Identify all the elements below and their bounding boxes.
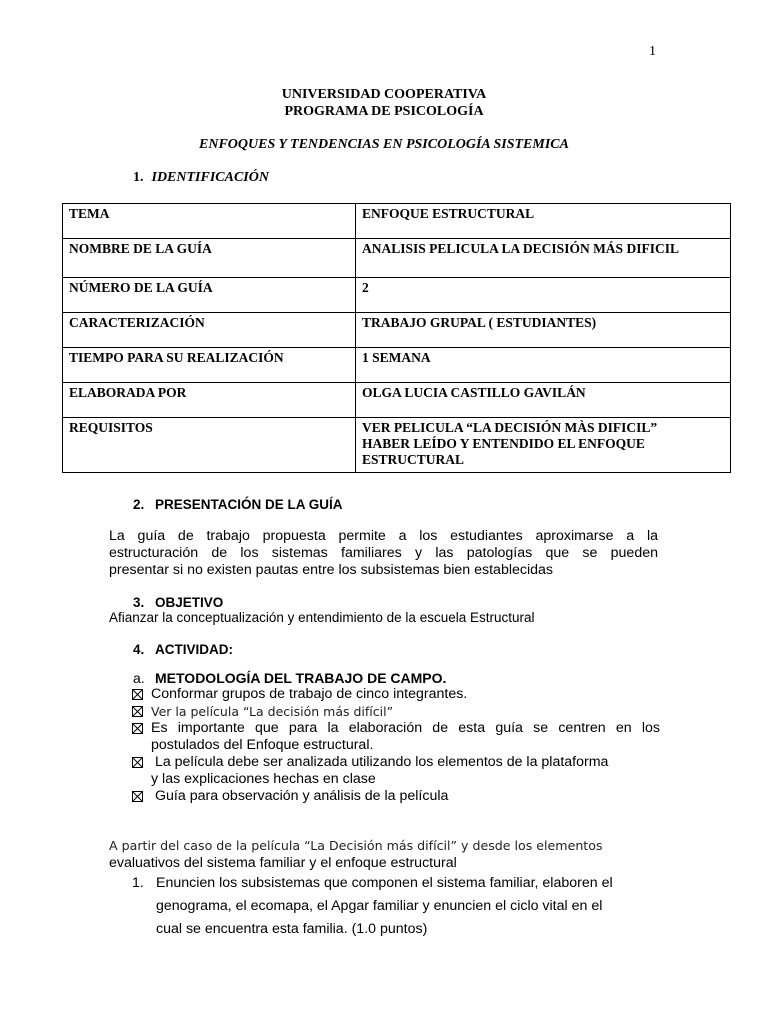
paragraph-line: estructuración de los sistemas familiares y las patologías que se pueden [109,545,658,561]
subsection-title: METODOLOGÍA DEL TRABAJO DE CAMPO. [155,670,447,686]
checkbox-icon [132,791,143,802]
row-value [356,418,731,473]
section-title: ACTIVIDAD: [155,642,233,657]
row-value: OLGA LUCIA CASTILLO GAVILÁN [356,383,731,418]
value-line: VER PELICULA “LA DECISIÓN MÀS DIFICIL” [362,420,658,435]
item-number: 1. [132,875,144,891]
table-row [63,278,731,313]
case-intro-line: evaluativos del sistema familiar y el enfoque estructural [109,855,457,871]
section-number: 2. [133,497,145,512]
checkbox-icon [132,757,143,768]
row-key: TEMA [63,204,356,239]
paragraph-line: La guía de trabajo propuesta permite a los estudiantes aproximarse a la [109,528,658,544]
row-value: TRABAJO GRUPAL ( ESTUDIANTES) [356,313,731,348]
subsection-letter: a. [133,670,145,686]
section-number: 3. [133,595,145,610]
item-text: Enuncien los subsistemas que componen el sistema familiar, elaboren el genograma, el ecomapa, el Apgar familiar y enuncien el ciclo vital en el cual se encuentra esta familia. (1.0 puntos) [156,875,613,937]
row-value: 1 SEMANA [356,348,731,383]
checklist-text: Guía para observación y análisis de la película [155,788,449,804]
table-row [63,313,731,348]
table-row [63,418,731,473]
row-key: REQUISITOS [63,418,356,473]
section-title: IDENTIFICACIÓN [151,170,269,185]
presentation-paragraph [109,528,658,579]
table-row [63,383,731,418]
case-intro-line: A partir del caso de la película “La Decisión más difícil” y desde los elementos [109,838,603,853]
identification-table [62,203,731,473]
row-key: NOMBRE DE LA GUÍA [63,239,356,278]
row-value: ANALISIS PELICULA LA DECISIÓN MÁS DIFICIL [356,239,731,278]
section-number: 4. [133,642,145,657]
university-heading: UNIVERSIDAD COOPERATIVA [281,87,487,102]
checklist-text: Ver la película “La decisión más difícil” [151,704,394,719]
presentation-heading [133,497,343,512]
checklist-text: Conformar grupos de trabajo de cinco integrantes. [151,686,468,702]
row-key: ELABORADA POR [63,383,356,418]
checkbox-icon [132,706,143,717]
list-item [132,788,660,805]
methodology-checklist [132,686,660,805]
paragraph-line: presentar si no existen pautas entre los subsistemas bien establecidas [109,562,554,578]
section-title: OBJETIVO [155,595,224,610]
list-item [132,703,660,720]
row-value: ENFOQUE ESTRUCTURAL [356,204,731,239]
checkbox-icon [132,723,143,734]
row-key: CARACTERIZACIÓN [63,313,356,348]
activity-heading [133,642,233,657]
table-row [63,348,731,383]
row-key: NÚMERO DE LA GUÍA [63,278,356,313]
page-number: 1 [649,44,656,59]
program-heading: PROGRAMA DE PSICOLOGÍA [284,104,484,119]
section-title: PRESENTACIÓN DE LA GUÍA [155,497,343,512]
objective-text: Afianzar la conceptualización y entendimiento de la escuela Estructural [109,610,535,625]
course-heading: ENFOQUES Y TENDENCIAS EN PSICOLOGÍA SISTEMICA [199,137,569,152]
table-row [63,204,731,239]
methodology-heading [133,670,446,686]
checklist-text: La película debe ser analizada utilizando los elementos de la plataforma y las explicaciones hechas en clase [151,754,609,787]
value-line: ESTRUCTURAL [362,452,465,467]
list-item [132,754,660,788]
list-item [132,720,660,754]
table-row [63,239,731,278]
identification-heading [133,170,269,186]
numbered-list-item [132,872,662,941]
row-key: TIEMPO PARA SU REALIZACIÓN [63,348,356,383]
section-number: 1. [133,170,144,185]
checkbox-icon [132,689,143,700]
objective-heading [133,595,223,610]
list-item [132,686,660,703]
checklist-text: Es importante que para la elaboración de esta guía se centren en los postulados del Enfoque estructural. [151,720,660,753]
row-value: 2 [356,278,731,313]
value-line: HABER LEÍDO Y ENTENDIDO EL ENFOQUE [362,436,645,451]
